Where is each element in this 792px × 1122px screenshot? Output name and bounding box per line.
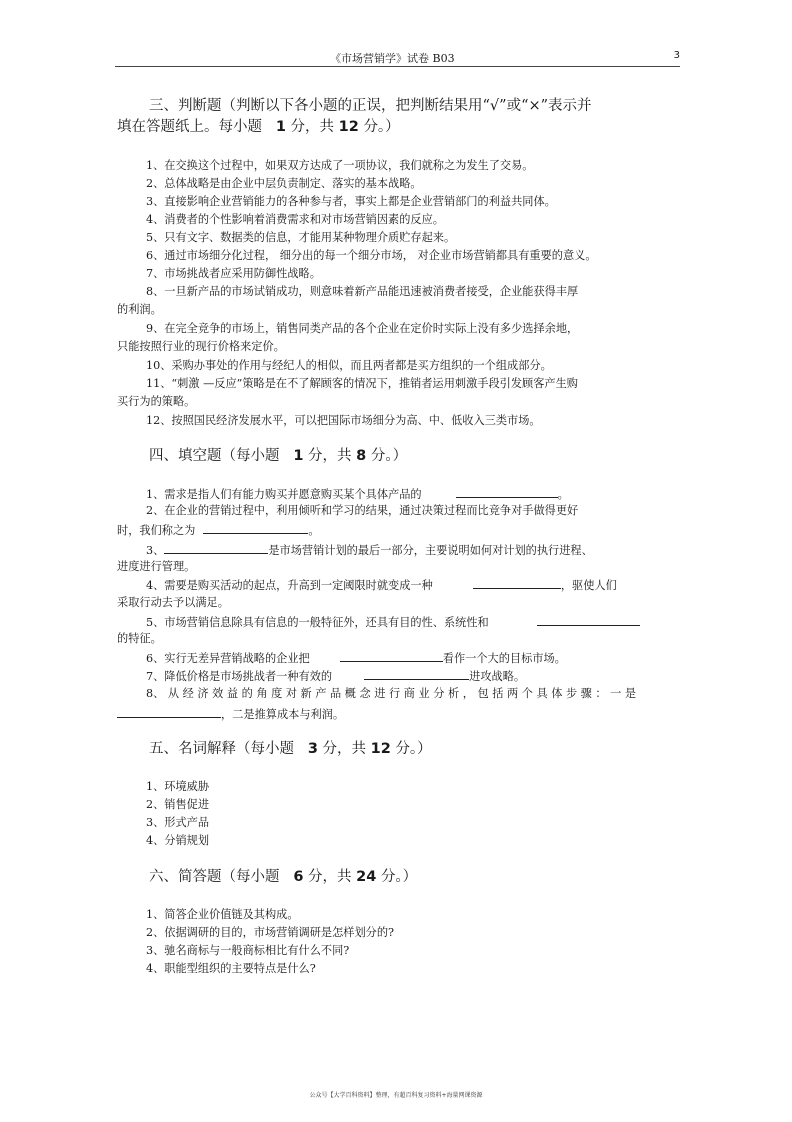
- section3-heading: 三、判断题（判断以下各小题的正误，把判断结果用“√”或“×”表示并 填在答题纸上。每小题 1 分，共 12 分。）: [117, 98, 592, 135]
- fill-item-2-cont: 时，我们称之为 。: [117, 520, 681, 540]
- answer-blank-4[interactable]: [473, 575, 561, 589]
- judgement-item-2: 2、总体战略是由企业中层负责制定、落实的基本战略。: [146, 177, 422, 190]
- page-footer: 公众号【大学百科资料】整理，有超百科复习资料+海量网课资源: [309, 1092, 483, 1099]
- exam-title: 《市场营销学》试卷 B03: [330, 52, 455, 65]
- judgement-item-8-cont: 的利润。: [117, 303, 162, 316]
- judgement-item-10: 10、采购办事处的作用与经纪人的相似，而且两者都是买方组织的一个组成部分。: [146, 359, 552, 372]
- judgement-item-9-cont: 只能按照行业的现行价格来定价。: [117, 340, 285, 353]
- short-answer-item-3: 3、驰名商标与一般商标相比有什么不同?: [146, 944, 350, 957]
- answer-blank-8[interactable]: [117, 704, 221, 718]
- answer-blank-2[interactable]: [203, 520, 308, 534]
- short-answer-item-4: 4、职能型组织的主要特点是什么?: [146, 962, 316, 975]
- short-answer-item-1: 1、简答企业价值链及其构成。: [146, 908, 299, 921]
- fill-item-1: 1、需求是指人们有能力购买并愿意购买某个具体产品的 。: [117, 484, 681, 504]
- fill-item-5: 5、市场营销信息除具有信息的一般特征外，还具有目的性、系统性和: [117, 612, 681, 632]
- section6-heading: 六、简答题（每小题 6 分，共 24 分。）: [149, 869, 418, 885]
- term-item-4: 4、分销规划: [146, 834, 210, 847]
- judgement-item-1: 1、在交换这个过程中，如果双方达成了一项协议，我们就称之为发生了交易。: [146, 159, 534, 172]
- answer-blank-6[interactable]: [340, 648, 443, 662]
- fill-item-8: 8、 从 经 济 效 益 的 角 度 对 新 产 品 概 念 进 行 商 业 分 析 ， 包 括 两 个 具 体 步 骤 ： 一 是: [146, 687, 637, 700]
- term-item-2: 2、销售促进: [146, 798, 210, 811]
- answer-blank-3[interactable]: [164, 540, 268, 554]
- judgement-item-9: 9、在完全竞争的市场上，销售同类产品的各个企业在定价时实际上没有多少选择余地，: [146, 322, 579, 335]
- answer-blank-5[interactable]: [537, 612, 640, 626]
- answer-blank-7[interactable]: [364, 666, 469, 680]
- judgement-item-8: 8、一旦新产品的市场试销成功，则意味着新产品能迅速被消费者接受，企业能获得丰厚: [146, 285, 579, 298]
- judgement-item-5: 5、只有文字、数据类的信息，才能用某种物理介质贮存起来。: [146, 231, 456, 244]
- fill-item-7: 7、降低价格是市场挑战者一种有效的 进攻战略。: [117, 666, 681, 686]
- page-number: 3: [673, 50, 680, 61]
- fill-item-3: 3、 是市场营销计划的最后一部分，主要说明如何对计划的执行进程、: [117, 540, 681, 560]
- fill-item-5-cont: 的特征。: [117, 632, 162, 645]
- judgement-item-7: 7、市场挑战者应采用防御性战略。: [146, 267, 321, 280]
- judgement-item-11: 11、“刺激 —反应”策略是在不了解顾客的情况下，推销者运用刺激手段引发顾客产生购: [146, 377, 578, 390]
- fill-item-8-cont: ，二是推算成本与利润。: [117, 704, 681, 724]
- judgement-item-11-cont: 买行为的策略。: [117, 395, 196, 408]
- judgement-item-6: 6、通过市场细分化过程， 细分出的每一个细分市场， 对企业市场营销都具有重要的意义。: [146, 249, 597, 262]
- section4-heading: 四、填空题（每小题 1 分，共 8 分。）: [149, 448, 408, 464]
- judgement-item-3: 3、直接影响企业营销能力的各种参与者，事实上都是企业营销部门的利益共同体。: [146, 195, 556, 208]
- section5-heading: 五、名词解释（每小题 3 分，共 12 分。）: [149, 741, 432, 757]
- fill-item-2: 2、在企业的营销过程中，利用倾听和学习的结果，通过决策过程而比竞争对手做得更好: [146, 504, 579, 517]
- page-header: [115, 48, 680, 67]
- judgement-item-4: 4、消费者的个性影响着消费需求和对市场营销因素的反应。: [146, 213, 444, 226]
- term-item-1: 1、环境威胁: [146, 780, 210, 793]
- fill-item-4: 4、需要是购买活动的起点，升高到一定阈限时就变成一种 ，驱使人们: [117, 575, 681, 595]
- answer-blank-1[interactable]: [456, 484, 558, 498]
- short-answer-item-2: 2、依据调研的目的，市场营销调研是怎样划分的?: [146, 926, 395, 939]
- fill-item-6: 6、实行无差异营销战略的企业把 看作一个大的目标市场。: [117, 648, 681, 668]
- fill-item-4-cont: 采取行动去予以满足。: [117, 596, 229, 609]
- judgement-item-12: 12、按照国民经济发展水平，可以把国际市场细分为高、中、低收入三类市场。: [146, 414, 541, 427]
- term-item-3: 3、形式产品: [146, 816, 210, 829]
- fill-item-3-cont: 进度进行管理。: [117, 560, 196, 573]
